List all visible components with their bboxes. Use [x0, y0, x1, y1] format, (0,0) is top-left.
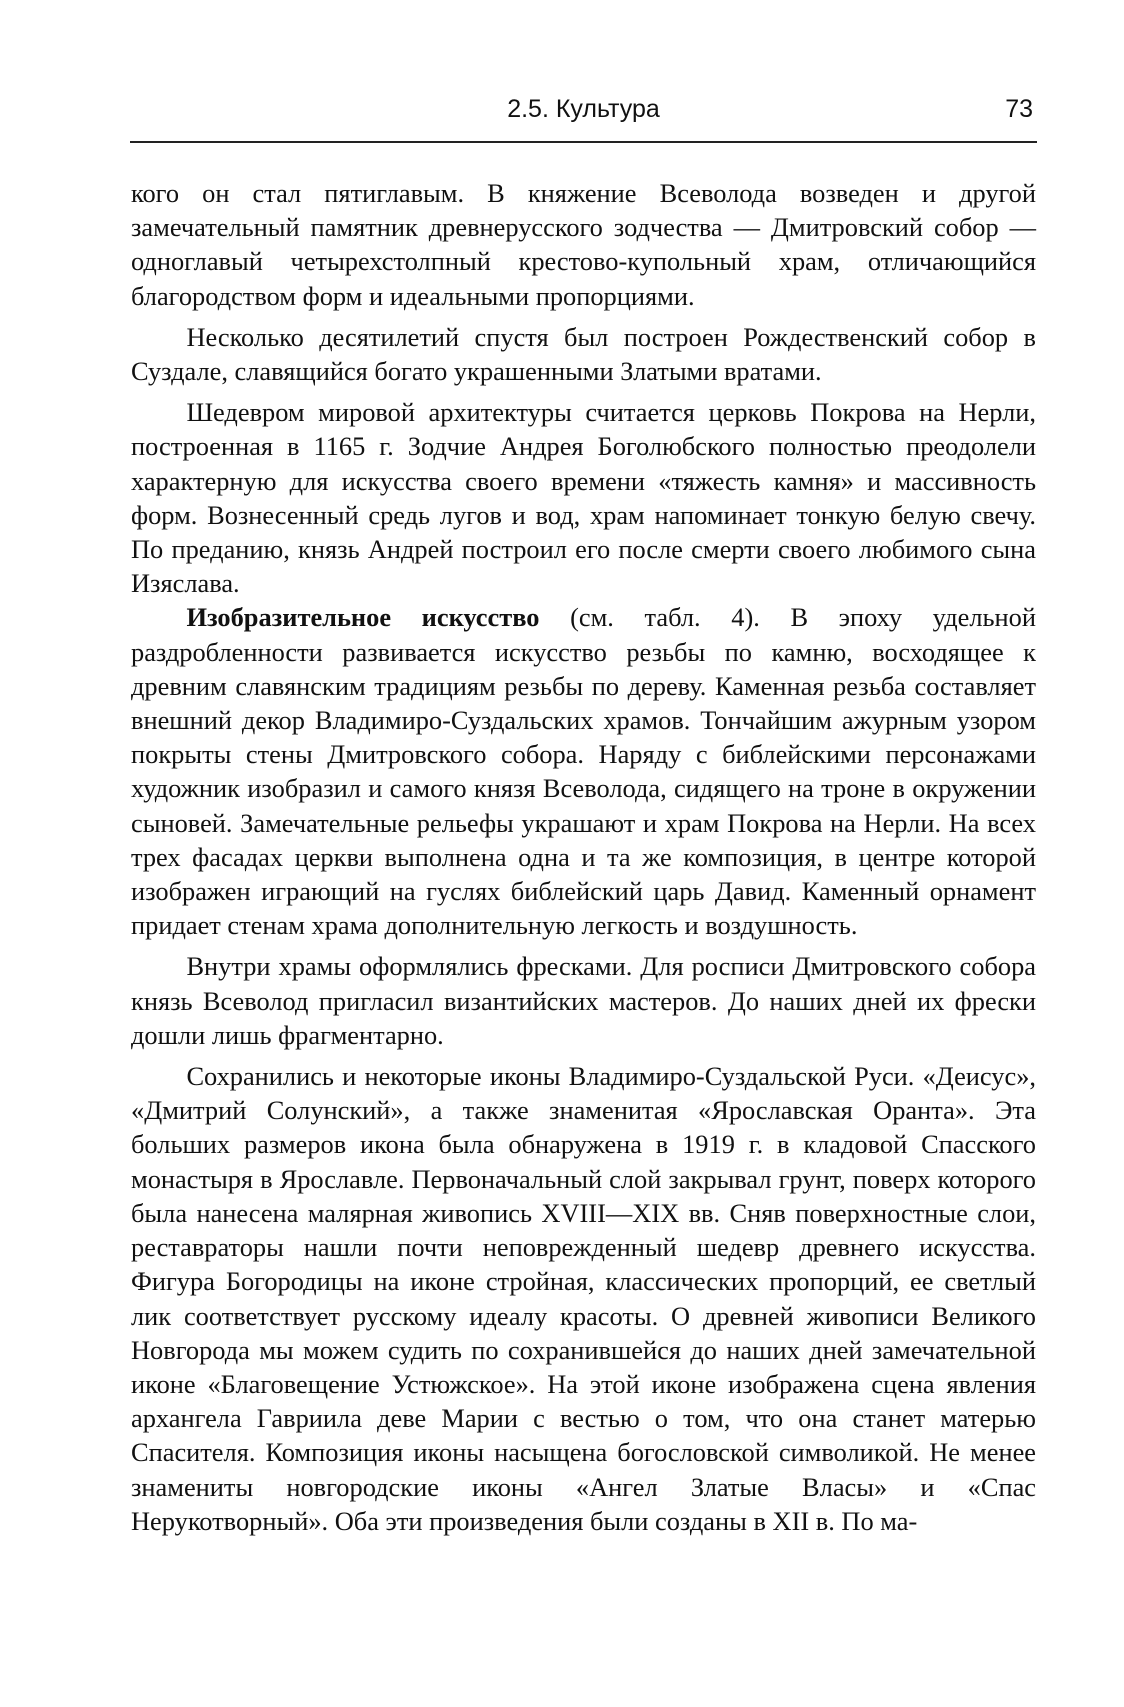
running-header [130, 94, 1037, 134]
paragraph-4-text: (см. табл. 4). В эпоху удельной раздробленности развивается искусство резьбы по камню, восходящее к древним славянским традициям резьбы по дереву. Каменная резьба составляет внешний декор Владимиро-Суздальских храмов. Тончайшим ажурным узором покрыты стены Дмитровского собора. Наряду с библейскими персонажами художник изобразил и самого князя Всеволода, сидящего на троне в окружении сыновей. Замечательные рельефы украшают и храм Покрова на Нерли. На всех трех фасадах церкви выполнена одна и та же композиция, в центре которой изображен играющий на гуслях библейский царь Давид. Каменный орнамент придает стенам храма дополнительную легкость и воздушность. [131, 602, 1036, 941]
header-rule [130, 141, 1037, 143]
body-text [131, 176, 1036, 1538]
section-title: 2.5. Культура [507, 95, 660, 123]
subheading-fine-arts: Изобразительное искусство [186, 602, 540, 633]
page-number: 73 [1005, 95, 1033, 123]
paragraph-4 [131, 600, 1036, 942]
paragraph-6: Сохранились и некоторые иконы Владимиро-Суздальской Руси. «Деисус», «Дмитрий Солунский», а также знаменитая «Ярославская Оранта». Эта больших размеров икона была обнаружена в 1919 г. в кладовой Спасского монастыря в Ярославле. Первоначальный слой закрывал грунт, поверх которого была нанесена малярная живопись XVIII—XIX вв. Сняв поверхностные слои, реставраторы нашли почти неповрежденный шедевр древнего искусства. Фигура Богородицы на иконе стройная, классических пропорций, ее светлый лик соответствует русскому идеалу красоты. О древней живописи Великого Новгорода мы можем судить по сохранившейся до наших дней замечательной иконе «Благовещение Устюжское». На этой иконе изображена сцена явления архангела Гавриила деве Марии с вестью о том, что она станет матерью Спасителя. Композиция иконы насыщена богословской символикой. Не менее знамениты новгородские иконы «Ангел Златые Власы» и «Спас Нерукотворный». Оба эти произведения были созданы в XII в. По ма- [131, 1061, 1036, 1536]
paragraph-5: Внутри храмы оформлялись фресками. Для росписи Дмитровского собора князь Всеволод пригласил византийских мастеров. До наших дней их фрески дошли лишь фрагментарно. [131, 951, 1036, 1050]
paragraph-1: кого он стал пятиглавым. В княжение Всеволода возведен и другой замечательный памятник древнерусского зодчества — Дмитровский собор — одноглавый четырехстолпный крестово-купольный храм, отличающийся благородством форм и идеальными пропорциями. [131, 178, 1036, 311]
paragraph-3: Шедевром мировой архитектуры считается церковь Покрова на Нерли, построенная в 1165 г. Зодчие Андрея Боголюбского полностью преодолели характерную для искусства своего времени «тяжесть камня» и массивность форм. Вознесенный средь лугов и вод, храм напоминает тонкую белую свечу. По преданию, князь Андрей построил его после смерти своего любимого сына Изяслава. [131, 397, 1036, 599]
paragraph-2: Несколько десятилетий спустя был построен Рождественский собор в Суздале, славящийся богато украшенными Златыми вратами. [131, 321, 1036, 387]
